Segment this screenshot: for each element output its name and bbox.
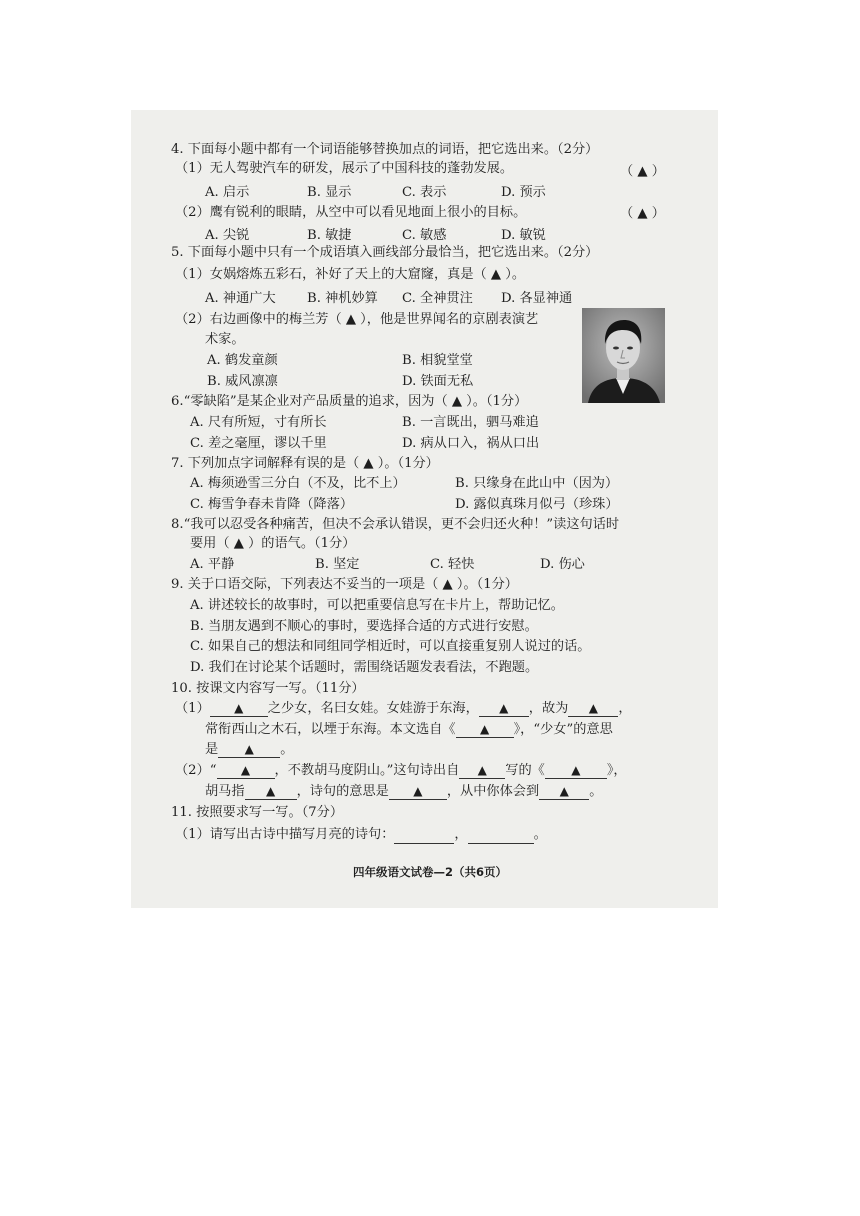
q5-stem: 5. 下面每小题中只有一个成语填入画线部分最恰当，把它选出来。（2分） [171, 245, 599, 260]
page-footer: 四年级语文试卷—2（共6页） [352, 865, 507, 879]
q8-stem-line1: 8.“我可以忍受各种痛苦，但决不会承认错误，更不会归还火种！”读这句话时 [171, 517, 620, 532]
q8-option-c: C. 轻快 [430, 557, 475, 572]
q10-part1-line1: （1） ▲ 之少女，名曰女娃。女娃游于东海， ▲ ，故为 ▲ ， [175, 701, 632, 716]
blank-5: ▲ [218, 741, 280, 758]
q7-stem: 7. 下列加点字词解释有误的是（ ▲ ）。（1分） [171, 456, 439, 471]
q6-option-d: D. 病从口入，祸从口出 [402, 436, 540, 451]
q5-s1-option-a: A. 神通广大 [205, 291, 276, 306]
q7-option-d: D. 露似真珠月似弓（珍珠） [455, 497, 619, 512]
q10-part2-line2: 胡马指 ▲ ，诗句的意思是 ▲ ，从中你体会到 ▲ 。 [205, 784, 603, 799]
blank-4: ▲ [456, 721, 514, 738]
q5-s2-option-c: B. 威风凛凛 [207, 374, 278, 389]
q9-option-c: C. 如果自己的想法和同组同学相近时，可以直接重复别人说过的话。 [190, 639, 591, 654]
q4-sub2: （2）鹰有锐利的眼睛，从空中可以看见地面上很小的目标。 [175, 205, 527, 220]
q5-s1-option-b: B. 神机妙算 [307, 291, 378, 306]
q10-part1-line3: 是 ▲ 。 [205, 742, 294, 757]
q8-option-b: B. 坚定 [315, 557, 360, 572]
q6-stem: 6.“零缺陷”是某企业对产品质量的追求，因为（ ▲ ）。（1分） [171, 394, 528, 409]
q9-option-b: B. 当朋友遇到不顺心的事时，要选择合适的方式进行安慰。 [190, 619, 538, 634]
q5-s1-option-d: D. 各显神通 [501, 291, 573, 306]
mei-lanfang-portrait-image [582, 308, 665, 403]
q10-stem: 10. 按课文内容写一写。（11分） [171, 681, 365, 696]
blank-13 [468, 827, 534, 844]
q10-part2-line1: （2）“ ▲ ，不教胡马度阴山。”这句诗出自 ▲ 写的《 ▲ 》， [175, 763, 627, 778]
q5-sub1: （1）女娲熔炼五彩石，补好了天上的大窟窿，真是（ ▲ ）。 [175, 267, 526, 282]
blank-6: ▲ [217, 762, 275, 779]
q6-option-a: A. 尺有所短，寸有所长 [190, 415, 327, 430]
q5-s2-option-a: A. 鹤发童颜 [207, 353, 278, 368]
q11-sub1: （1）请写出古诗中描写月亮的诗句： ， 。 [175, 827, 547, 842]
q6-option-b: B. 一言既出，驷马难追 [402, 415, 539, 430]
blank-11: ▲ [539, 783, 589, 800]
q8-stem-line2: 要用（ ▲ ）的语气。（1分） [190, 536, 356, 551]
q4-sub1-answer: （ ▲ ） [620, 164, 665, 179]
q4-s2-option-a: A. 尖锐 [205, 228, 250, 243]
q5-s2-option-b: B. 相貌堂堂 [402, 353, 473, 368]
q5-sub2-line2: 术家。 [205, 332, 245, 347]
q4-sub1: （1）无人驾驶汽车的研发，展示了中国科技的蓬勃发展。 [175, 161, 514, 176]
q4-s1-option-a: A. 启示 [205, 185, 250, 200]
q4-s2-option-d: D. 敏锐 [501, 228, 546, 243]
q7-option-b: B. 只缘身在此山中（因为） [455, 476, 619, 491]
q8-option-d: D. 伤心 [540, 557, 585, 572]
blank-9: ▲ [245, 783, 297, 800]
blank-7: ▲ [459, 762, 505, 779]
q4-s1-option-d: D. 预示 [501, 185, 546, 200]
blank-8: ▲ [545, 762, 607, 779]
q4-sub2-answer: （ ▲ ） [620, 206, 665, 221]
q6-option-c: C. 差之毫厘，谬以千里 [190, 436, 327, 451]
q11-stem: 11. 按照要求写一写。（7分） [171, 805, 344, 820]
q4-s2-option-b: B. 敏捷 [307, 228, 352, 243]
q5-sub2-line1: （2）右边画像中的梅兰芳（ ▲ ），他是世界闻名的京剧表演艺 [175, 312, 539, 327]
q5-s2-option-d: D. 铁面无私 [402, 374, 474, 389]
q7-option-a: A. 梅须逊雪三分白（不及，比不上） [190, 476, 406, 491]
blank-1: ▲ [210, 700, 268, 717]
q4-s1-option-b: B. 显示 [307, 185, 352, 200]
blank-2: ▲ [479, 700, 529, 717]
q9-stem: 9. 关于口语交际，下列表达不妥当的一项是（ ▲ ）。（1分） [171, 577, 518, 592]
blank-12 [394, 827, 454, 844]
q5-s1-option-c: C. 全神贯注 [402, 291, 473, 306]
q10-part1-line2: 常衔西山之木石，以堙于东海。本文选自《 ▲ 》，“少女”的意思 [205, 722, 613, 737]
q4-stem: 4. 下面每小题中都有一个词语能够替换加点的词语，把它选出来。（2分） [171, 142, 599, 157]
q9-option-d: D. 我们在讨论某个话题时，需围绕话题发表看法，不跑题。 [190, 660, 539, 675]
blank-3: ▲ [568, 700, 618, 717]
q7-option-c: C. 梅雪争春未肯降（降落） [190, 497, 354, 512]
blank-10: ▲ [389, 783, 447, 800]
q8-option-a: A. 平静 [190, 557, 235, 572]
q4-s2-option-c: C. 敏感 [402, 228, 447, 243]
q4-s1-option-c: C. 表示 [402, 185, 447, 200]
q9-option-a: A. 讲述较长的故事时，可以把重要信息写在卡片上，帮助记忆。 [190, 598, 564, 613]
